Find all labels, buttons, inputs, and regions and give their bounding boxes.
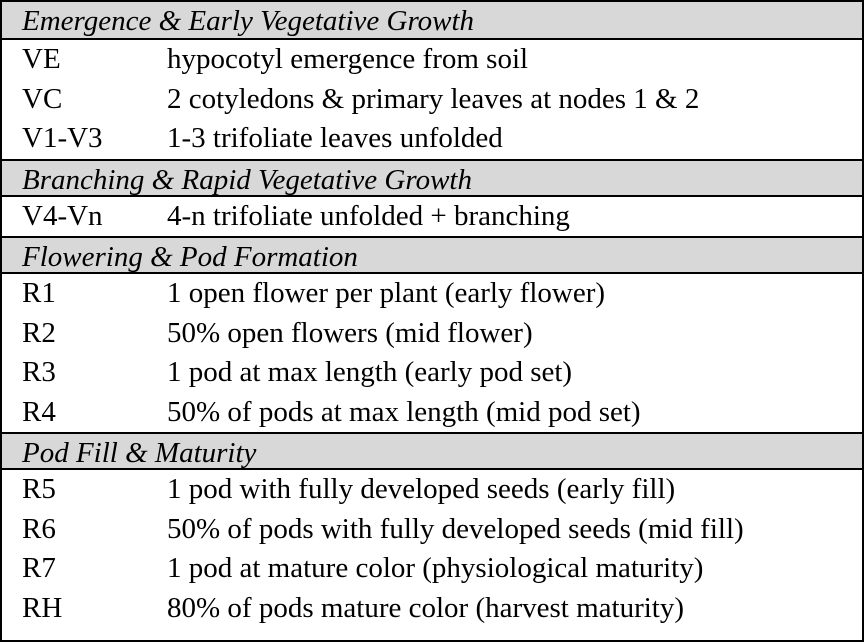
section-header: Emergence & Early Vegetative Growth: [2, 2, 862, 40]
stage-description: 2 cotyledons & primary leaves at nodes 1 & 2: [167, 82, 700, 115]
table-row: [2, 40, 862, 80]
table-row: [2, 470, 862, 510]
section-emergence: [2, 2, 862, 159]
table-row: [2, 274, 862, 314]
table-row: [2, 393, 862, 433]
table-row: [2, 197, 862, 237]
stage-description: 1 open flower per plant (early flower): [167, 277, 606, 309]
stage-description: 50% of pods with fully developed seeds (mid fill): [167, 512, 744, 545]
stage-code: V1-V3: [22, 122, 103, 154]
stage-code: RH: [22, 591, 63, 624]
table-row: [2, 353, 862, 393]
table-row: [2, 510, 862, 550]
section-pod-fill: [2, 432, 862, 628]
stage-description: 50% open flowers (mid flower): [167, 316, 533, 349]
table-row: [2, 589, 862, 629]
stage-code: VE: [22, 43, 61, 75]
stage-description: 1 pod at mature color (physiological maturity): [167, 552, 704, 584]
stage-description: 1 pod with fully developed seeds (early fill): [167, 473, 676, 505]
stage-code: R3: [22, 356, 56, 388]
stage-description: 1-3 trifoliate leaves unfolded: [167, 122, 503, 154]
stage-code: VC: [22, 82, 63, 115]
table-row: [2, 314, 862, 354]
stage-code: V4-Vn: [22, 199, 103, 232]
section-header: Flowering & Pod Formation: [2, 236, 862, 274]
stage-code: R5: [22, 473, 56, 505]
section-branching: [2, 159, 862, 237]
stage-description: 4-n trifoliate unfolded + branching: [167, 199, 570, 232]
stage-description: 1 pod at max length (early pod set): [167, 356, 573, 388]
section-header: Branching & Rapid Vegetative Growth: [2, 159, 862, 197]
stage-code: R2: [22, 316, 56, 349]
stage-description: 50% of pods at max length (mid pod set): [167, 395, 641, 428]
stage-description: 80% of pods mature color (harvest maturity): [167, 591, 685, 624]
stage-description: hypocotyl emergence from soil: [167, 43, 529, 75]
stage-code: R4: [22, 395, 56, 428]
stage-code: R6: [22, 512, 56, 545]
section-header: Pod Fill & Maturity: [2, 432, 862, 470]
table-row: [2, 119, 862, 159]
section-flowering: [2, 236, 862, 432]
table-row: [2, 80, 862, 120]
table-row: [2, 549, 862, 589]
stage-code: R7: [22, 552, 56, 584]
stage-code: R1: [22, 277, 56, 309]
